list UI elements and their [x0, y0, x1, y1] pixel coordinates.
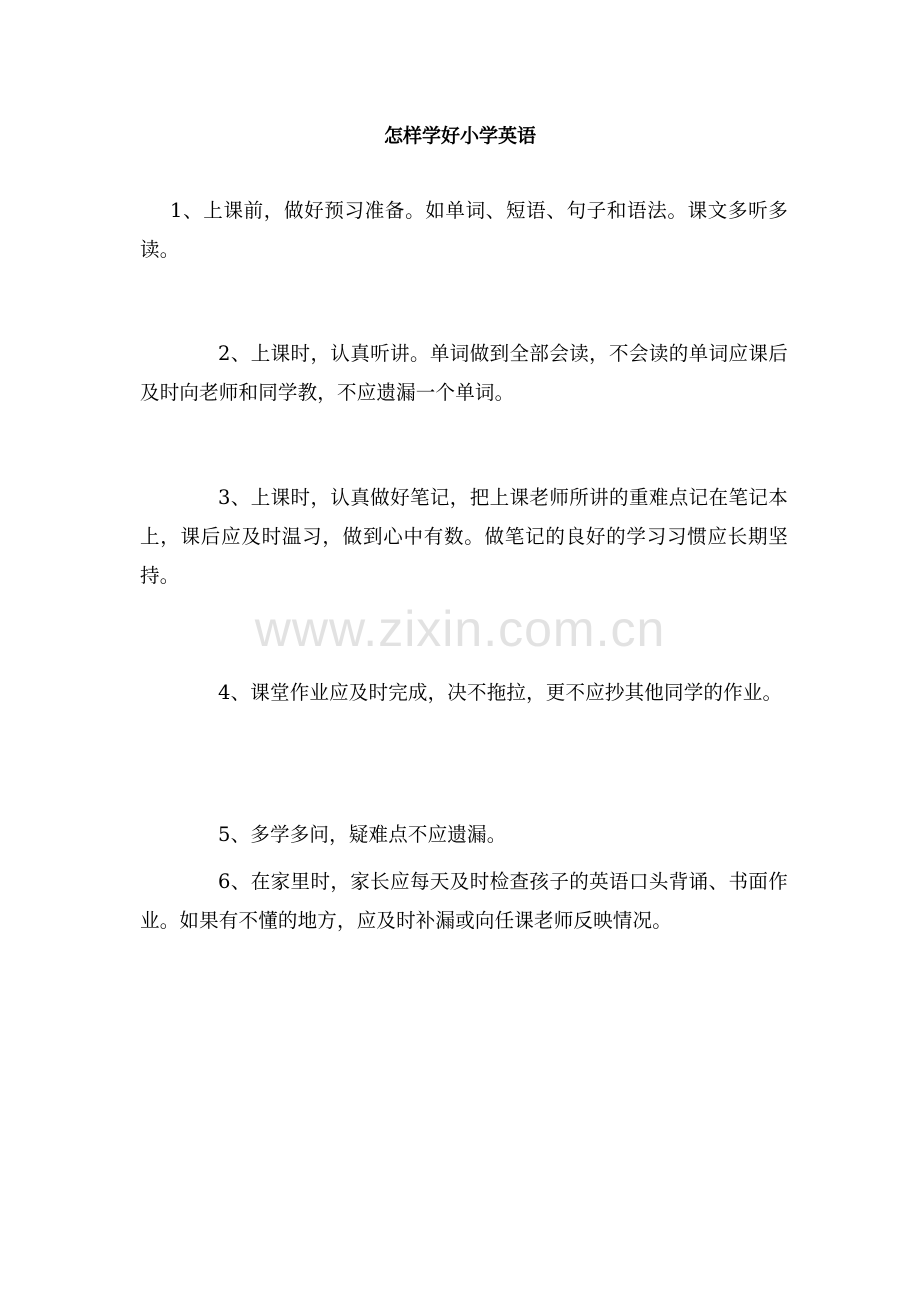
paragraph-4: 4、课堂作业应及时完成，决不拖拉，更不应抄其他同学的作业。	[218, 681, 783, 704]
paragraph-5: 5、多学多问，疑难点不应遗漏。	[218, 823, 507, 846]
paragraph-1: 1、上课前，做好预习准备。如单词、短语、句子和语法。课文多听多读。	[140, 199, 788, 261]
paragraph-3: 3、上课时，认真做好笔记，把上课老师所讲的重难点记在笔记本上，课后应及时温习，做到心中有数。做笔记的良好的学习习惯应长期坚持。	[140, 486, 788, 587]
document-title: 怎样学好小学英语	[383, 125, 536, 147]
paragraph-2: 2、上课时，认真听讲。单词做到全部会读，不会读的单词应课后及时向老师和同学教，不应遗漏一个单词。	[140, 342, 788, 404]
paragraph-6: 6、在家里时，家长应每天及时检查孩子的英语口头背诵、书面作业。如果有不懂的地方，应及时补漏或向任课老师反映情况。	[140, 870, 788, 932]
watermark: www.zixin.com.cn	[254, 601, 666, 657]
